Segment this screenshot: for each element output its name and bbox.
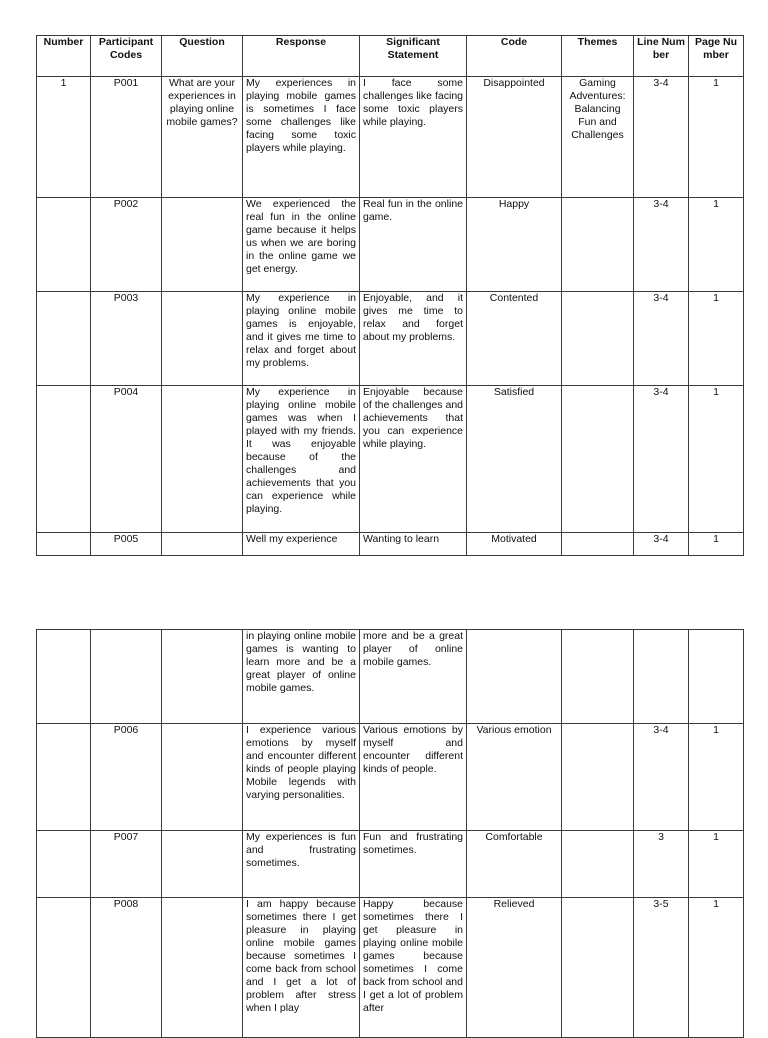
cell-line: 3-4 [634,292,689,386]
table-row [37,77,744,198]
cell-question [162,198,243,292]
header-page-number: Page Number [689,36,744,77]
header-response: Response [243,36,360,77]
table-row [37,898,744,1038]
cell-response: My experiences is fun and frustrating sometimes. [243,831,360,898]
cell-response: My experiences in playing mobile games is sometimes I face some challenges like facing some toxic players while playing. [243,77,360,198]
cell-question [162,386,243,533]
header-question: Question [162,36,243,77]
cell-code: Various emotion [467,724,562,831]
cell-statement: Wanting to learn [360,533,467,556]
cell-statement: Enjoyable, and it gives me time to relax and forget about my problems. [360,292,467,386]
cell-response: My experience in playing online mobile games is enjoyable, and it gives me time to relax and forget about my problems. [243,292,360,386]
cell-response: Well my experience [243,533,360,556]
cell-statement: I face some challenges like facing some toxic players while playing. [360,77,467,198]
cell-code: Motivated [467,533,562,556]
table-header-row [37,36,744,77]
header-number: Number [37,36,91,77]
cell-participant: P005 [91,533,162,556]
cell-line: 3-4 [634,77,689,198]
cell-participant: P001 [91,77,162,198]
cell-page: 1 [689,898,744,1038]
cell-line [634,630,689,724]
cell-participant: P008 [91,898,162,1038]
cell-response: in playing online mobile games is wanting to learn more and be a great player of online mobile games. [243,630,360,724]
cell-theme: Gaming Adventures: Balancing Fun and Challenges [562,77,634,198]
cell-statement: Fun and frustrating sometimes. [360,831,467,898]
cell-number [37,831,91,898]
table-row [37,533,744,556]
cell-question [162,630,243,724]
cell-code: Contented [467,292,562,386]
cell-code: Satisfied [467,386,562,533]
table-row [37,831,744,898]
cell-participant: P007 [91,831,162,898]
header-themes: Themes [562,36,634,77]
cell-statement: Happy because sometimes there I get pleasure in playing online mobile games because sometimes I come back from school and I get a lot of problem after [360,898,467,1038]
cell-participant: P002 [91,198,162,292]
cell-line: 3-4 [634,386,689,533]
cell-line: 3 [634,831,689,898]
header-significant-statement: Significant Statement [360,36,467,77]
cell-code [467,630,562,724]
cell-statement: Enjoyable because of the challenges and achievements that you can experience while playing. [360,386,467,533]
cell-page: 1 [689,533,744,556]
header-code: Code [467,36,562,77]
header-participant-codes: Participant Codes [91,36,162,77]
cell-line: 3-4 [634,198,689,292]
cell-code: Relieved [467,898,562,1038]
cell-theme [562,630,634,724]
cell-theme [562,724,634,831]
cell-statement: Real fun in the online game. [360,198,467,292]
cell-number [37,898,91,1038]
cell-question [162,533,243,556]
cell-code: Happy [467,198,562,292]
cell-line: 3-4 [634,533,689,556]
cell-question [162,831,243,898]
cell-theme [562,533,634,556]
table-row [37,630,744,724]
cell-response: I am happy because sometimes there I get pleasure in playing online mobile games because sometimes I come back from school and I get a lot of problem after stress when I play [243,898,360,1038]
cell-participant: P004 [91,386,162,533]
cell-page: 1 [689,724,744,831]
cell-number: 1 [37,77,91,198]
cell-page: 1 [689,292,744,386]
table-row [37,386,744,533]
table-row [37,724,744,831]
cell-participant: P003 [91,292,162,386]
table-row [37,198,744,292]
cell-page [689,630,744,724]
cell-theme [562,292,634,386]
cell-line: 3-4 [634,724,689,831]
coding-table-page-2 [36,629,744,1038]
cell-statement: more and be a great player of online mobile games. [360,630,467,724]
cell-number [37,533,91,556]
cell-line: 3-5 [634,898,689,1038]
cell-page: 1 [689,198,744,292]
cell-page: 1 [689,386,744,533]
cell-theme [562,898,634,1038]
header-line-number: Line Number [634,36,689,77]
cell-question: What are your experiences in playing online mobile games? [162,77,243,198]
cell-response: I experience various emotions by myself and encounter different kinds of people playing Mobile legends with varying personalities. [243,724,360,831]
cell-number [37,724,91,831]
cell-theme [562,386,634,533]
cell-code: Comfortable [467,831,562,898]
cell-theme [562,831,634,898]
cell-response: My experience in playing online mobile games was when I played with my friends. It was enjoyable because of the challenges and achievements that you can experience while playing. [243,386,360,533]
cell-page: 1 [689,77,744,198]
cell-participant: P006 [91,724,162,831]
cell-number [37,198,91,292]
coding-table-page-1 [36,35,744,556]
table-row [37,292,744,386]
cell-number [37,292,91,386]
cell-question [162,724,243,831]
cell-code: Disappointed [467,77,562,198]
cell-statement: Various emotions by myself and encounter different kinds of people. [360,724,467,831]
cell-question [162,292,243,386]
cell-number [37,630,91,724]
cell-theme [562,198,634,292]
cell-page: 1 [689,831,744,898]
cell-participant [91,630,162,724]
cell-number [37,386,91,533]
cell-response: We experienced the real fun in the online game because it helps us when we are boring in the online game we get energy. [243,198,360,292]
cell-question [162,898,243,1038]
